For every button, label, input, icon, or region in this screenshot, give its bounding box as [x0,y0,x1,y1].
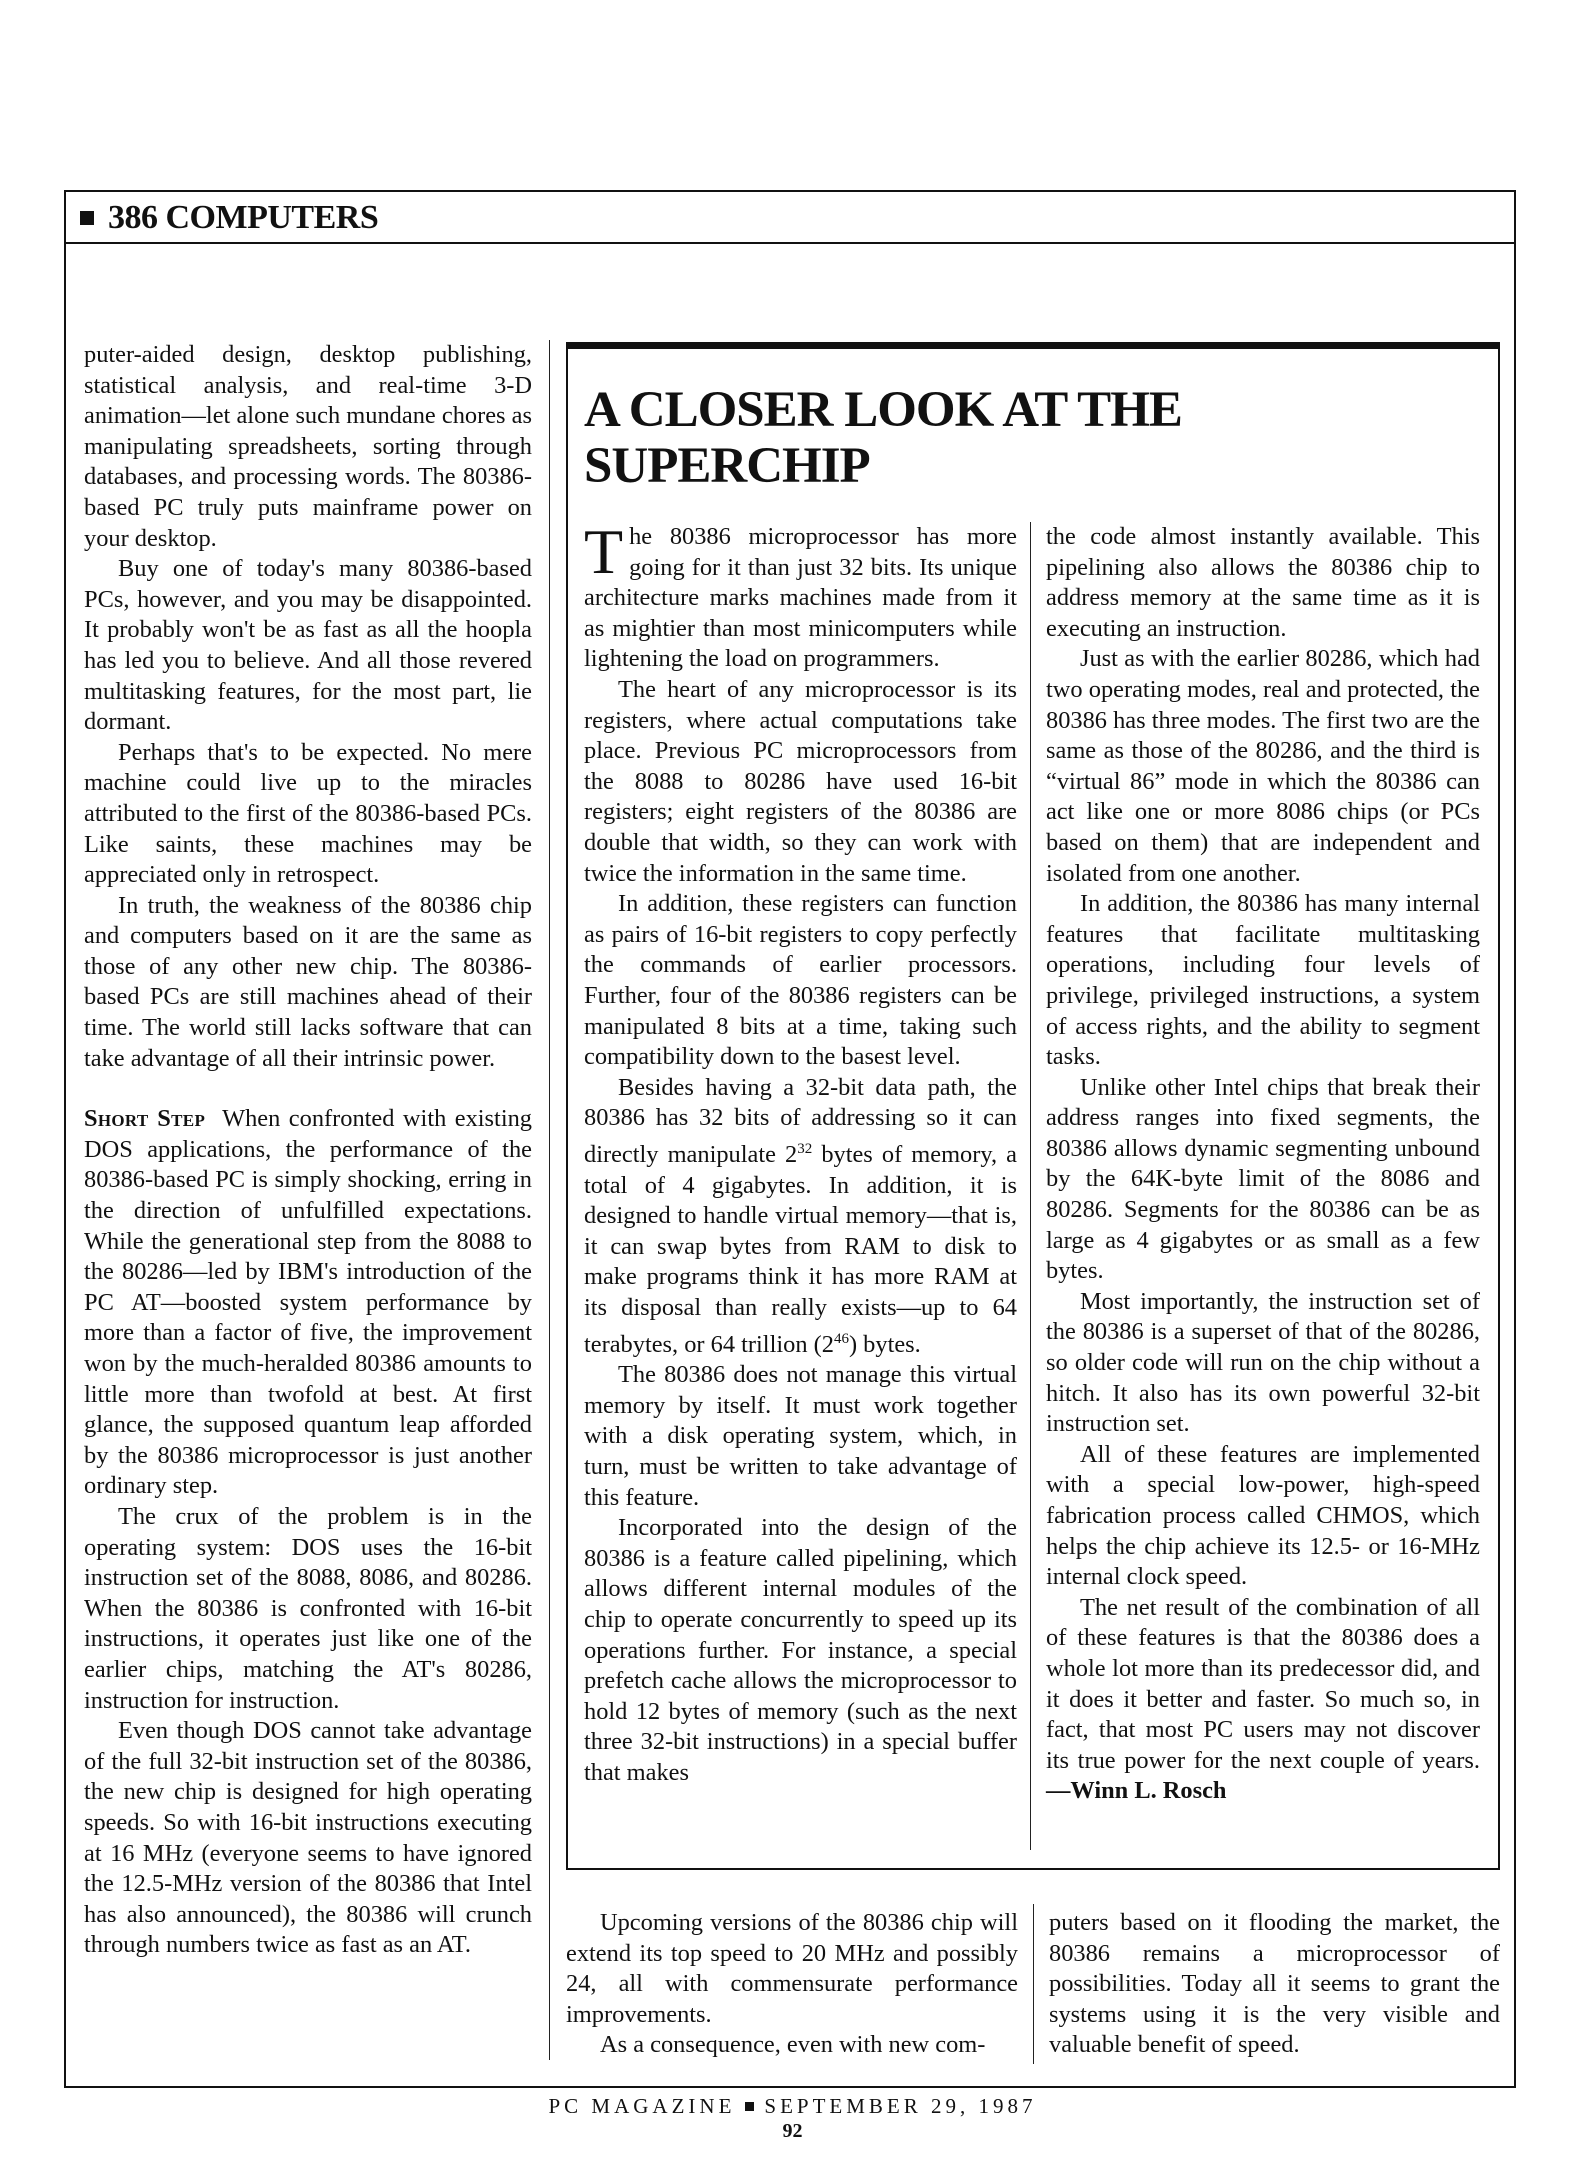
paragraph: The heart of any microprocessor is its registers, where actual computations take place. Previous PC microprocessors from the 8088 to 80286 have used 16-bit registers; eight registers of the 80386 are double that width, so they can work with twice the information in the same time. [584,675,1017,887]
paragraph [1046,1593,1480,1807]
paragraph: The 80386 does not manage this virtual memory by itself. It must work together with a disk operating system, which, in turn, must be written to take advantage of this feature. [584,1361,1017,1511]
sidebar-column-1 [584,516,1017,1789]
magazine-name: PC MAGAZINE [548,2094,736,2118]
paragraph: Just as with the earlier 80286, which had two operating modes, real and protected, the 80386 has three modes. The first two are the same as those of the 80286, and the third is “virtual 86” mode in which the 80386 can act like one or more 8086 chips (or PCs based on them) that are independent and isolated from one another. [1046,645,1480,887]
page-number: 92 [782,2120,803,2142]
column-divider [1033,1904,1034,2064]
paragraph: Even though DOS cannot take advantage of the full 32-bit instruction set of the 80386, the new chip is designed for high operating speeds. So with 16-bit instructions executing at 16 MHz (everyone seems to have ignored the 12.5-MHz version of the 80386 that Intel has also announced), the 80386 will crunch through numbers twice as fast as an AT. [84,1717,532,1959]
issue-date: SEPTEMBER 29, 1987 [764,2094,1037,2118]
bottom-middle-column [566,1908,1018,2061]
superscript: 32 [797,1140,813,1157]
section-title: 386 COMPUTERS [108,199,379,236]
left-column [84,340,532,1961]
text-run: bytes of memory, a total of 4 gigabytes. In addition, it is designed to handle virtual memory—that is, it can swap bytes from RAM to disk to make programs think it has more RAM at its disposal than really exists—up to 64 terabytes, or 64 trillion (2 [584,1141,1017,1358]
paragraph [584,1073,1017,1361]
paragraph: Perhaps that's to be expected. No mere machine could live up to the miracles attributed to the first of the 80386-based PCs. Like saints, these machines may be appreciated only in retrospect. [84,738,532,889]
sidebar-column-divider [1030,522,1031,1850]
sidebar-title: A CLOSER LOOK AT THE SUPERCHIP [584,382,1182,494]
text-run: Besides having a 32-bit data path, the 80386 has 32 bits of addressing so it can directly manipulate 2 [584,1073,1017,1168]
author-signature: —Winn L. Rosch [1046,1777,1227,1805]
paragraph: puters based on it flooding the market, the 80386 remains a microprocessor of possibilities. Today all it seems to grant the systems using it is the very visible and valuable benefit of speed. [1049,1909,1500,2059]
paragraph: Buy one of today's many 80386-based PCs, however, and you may be disappointed. It probably won't be as fast as all the hoopla has led you to believe. And all those revered multitasking features, for the most part, lie dormant. [84,555,532,736]
paragraph: Most importantly, the instruction set of the 80386 is a superset of that of the 80286, so older code will run on the chip without a hitch. It also has its own powerful 32-bit instruction set. [1046,1287,1480,1438]
subhead-text: When confronted with existing DOS applications, the performance of the 80386-based PC is simply shocking, erring in the direction of unfulfilled expectations. While the generational step from the 8088 to the 80286—led by IBM's introduction of the PC AT—boosted system performance by more than a factor of five, the improvement won by the much-heralded 80386 amounts to little more than twofold at best. At first glance, the supposed quantum leap afforded by the 80386 microprocessor is just another ordinary step. [84,1105,532,1500]
subhead-paragraph [84,1104,532,1502]
page-footer [0,2094,1585,2119]
paragraph: Upcoming versions of the 80386 chip will extend its top speed to 20 MHz and possibly 24, all with commensurate performance improvements. [566,1909,1018,2028]
paragraph: In addition, the 80386 has many internal features that facilitate multitasking operations, including four levels of privilege, privileged instructions, a system of access rights, and the ability to segment tasks. [1046,890,1480,1071]
paragraph: Unlike other Intel chips that break their address ranges into fixed segments, the 80386 allows dynamic segmenting unbound by the 64K-byte limit of the 8086 and 80286. Segments for the 80386 can be as large as 4 gigabytes or as small as a few bytes. [1046,1073,1480,1285]
footer-bullet-icon [745,2102,754,2111]
subhead: Short Step [84,1105,206,1133]
paragraph: In addition, these registers can function as pairs of 16-bit registers to copy perfectly the commands of earlier processors. Further, four of the 80386 registers can be manipulated 8 bits at a time, taking such compatibility down to the basest level. [584,890,1017,1071]
bottom-right-column [1049,1908,1500,2061]
superscript: 46 [833,1330,849,1347]
sidebar-column-2 [1046,522,1480,1807]
text-run: The net result of the combination of all of these features is that the 80386 does a whole lot more than its predecessor did, and it does it better and faster. So much so, in fact, that most PC users may not discover its true power for the next couple of years. [1046,1593,1480,1774]
paragraph: Incorporated into the design of the 80386 is a feature called pipelining, which allows different internal modules of the chip to operate concurrently to speed up its operations further. For instance, a special prefetch cache allows the microprocessor to hold 12 bytes of memory (such as the next three 32-bit instructions) in a special buffer that makes [584,1514,1017,1786]
sidebar-lead-paragraph: The 80386 microprocessor has more going for it than just 32 bits. Its unique architecture marks machines made from it as mightier than most minicomputers while lightening the load on programmers. [584,516,1017,673]
text-run: ) bytes. [848,1330,921,1358]
paragraph: puter-aided design, desktop publishing, statistical analysis, and real-time 3-D animation—let alone such mundane chores as manipulating spreadsheets, sorting through databases, and processing words. The 80386-based PC truly puts mainframe power on your desktop. [84,341,532,552]
column-divider [549,340,550,2060]
paragraph: In truth, the weakness of the 80386 chip and computers based on it are the same as those of any other new chip. The 80386-based PCs are still machines ahead of their time. The world still lacks software that can take advantage of all their intrinsic power. [84,891,532,1072]
paragraph: All of these features are implemented with a special low-power, high-speed fabrication process called CHMOS, which helps the chip achieve its 12.5- or 16-MHz internal clock speed. [1046,1440,1480,1591]
section-header [80,196,378,240]
header-rule [64,242,1516,244]
paragraph: The crux of the problem is in the operating system: DOS uses the 16-bit instruction set of the 8088, 8086, and 80286. When the 80386 is confronted with 16-bit instructions, it operates just like one of the earlier chips, matching the AT's 80286, instruction for instruction. [84,1502,532,1714]
paragraph: the code almost instantly available. This pipelining also allows the 80386 chip to address memory at the same time as it is executing an instruction. [1046,523,1480,642]
paragraph: As a consequence, even with new com- [600,2031,986,2059]
bullet-square-icon [80,211,94,225]
